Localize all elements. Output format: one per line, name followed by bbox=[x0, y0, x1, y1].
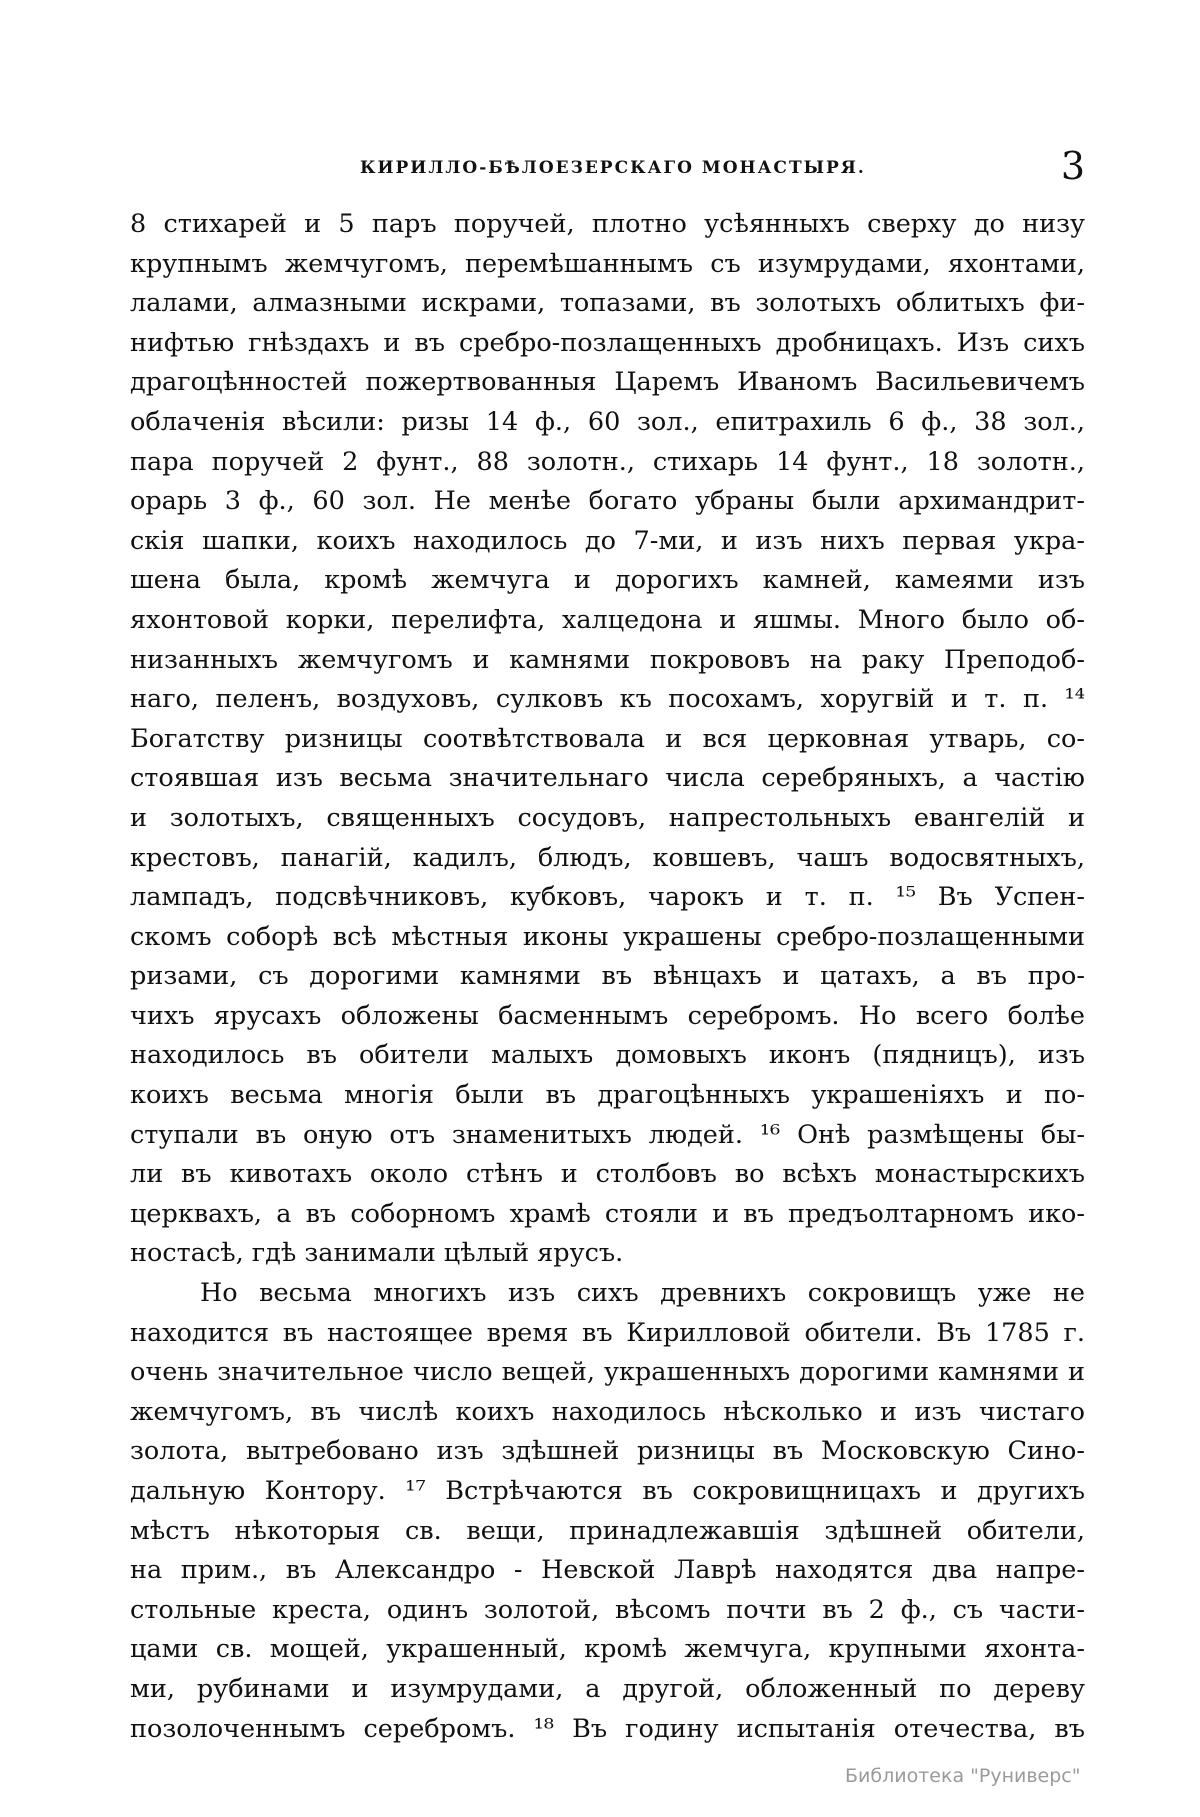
text-line: очень значительное число вещей, украшенныхъ дорогими камнями и bbox=[130, 1357, 1085, 1388]
text-line: Богатству ризницы соотвѣтствовала и вся церковная утварь, со- bbox=[130, 723, 1085, 754]
text-line: ступали въ оную отъ знаменитыхъ людей. ¹⁶ Онѣ размѣщены бы- bbox=[130, 1119, 1085, 1150]
page-number: 3 bbox=[1060, 144, 1085, 188]
text-line: и золотыхъ, священныхъ сосудовъ, напрестольныхъ евангелій и bbox=[130, 802, 1085, 833]
text-line: крупнымъ жемчугомъ, перемѣшаннымъ съ изумрудами, яхонтами, bbox=[130, 248, 1085, 279]
text-line: наго, пеленъ, воздуховъ, сулковъ къ посохамъ, хоругвій и т. п. ¹⁴ bbox=[130, 684, 1085, 715]
text-line: пара поручей 2 фунт., 88 золотн., стихарь 14 фунт., 18 золотн., bbox=[130, 446, 1085, 477]
paragraph bbox=[130, 1274, 1085, 1749]
text-line: на прим., въ Александро - Невской Лаврѣ находятся два напре- bbox=[130, 1555, 1085, 1586]
running-title: КИРИЛЛО-БѢЛОЕЗЕРСКАГО МОНАСТЫРЯ. bbox=[360, 158, 866, 178]
text-line: лалами, алмазными искрами, топазами, въ золотыхъ облитыхъ фи- bbox=[130, 288, 1085, 319]
text-line: дальную Контору. ¹⁷ Встрѣчаются въ сокровищницахъ и другихъ bbox=[130, 1476, 1085, 1506]
text-line: яхонтовой корки, перелифта, халцедона и яшмы. Много было об- bbox=[130, 604, 1085, 635]
text-line: шена была, кромѣ жемчуга и дорогихъ камней, камеями изъ bbox=[130, 565, 1085, 596]
text-line: находится въ настоящее время въ Кирилловой обители. Въ 1785 г. bbox=[130, 1317, 1085, 1348]
library-watermark: Библиотека "Руниверс" bbox=[845, 1765, 1081, 1787]
text-line: скія шапки, коихъ находилось до 7-ми, и изъ нихъ первая укра- bbox=[130, 525, 1085, 556]
text-line: низанныхъ жемчугомъ и камнями покрововъ на раку Преподоб- bbox=[130, 644, 1085, 675]
body-text bbox=[130, 205, 1085, 1749]
paragraph bbox=[130, 205, 1085, 1274]
text-line: коихъ весьма многія были въ драгоцѣнныхъ украшеніяхъ и по- bbox=[130, 1080, 1085, 1111]
text-line: орарь 3 ф., 60 зол. Не менѣе богато убраны были архимандрит- bbox=[130, 486, 1085, 517]
text-line: крестовъ, панагій, кадилъ, блюдъ, ковшевъ, чашъ водосвятныхъ, bbox=[130, 842, 1085, 873]
text-line: церквахъ, а въ соборномъ храмѣ стояли и въ предъолтарномъ ико- bbox=[130, 1198, 1085, 1229]
text-line: скомъ соборѣ всѣ мѣстныя иконы украшены сребро-позлащенными bbox=[130, 921, 1085, 952]
text-line: позолоченнымъ серебромъ. ¹⁸ Въ годину испытанія отечества, въ bbox=[130, 1713, 1085, 1744]
text-line: мѣстъ нѣкоторыя св. вещи, принадлежавшія здѣшней обители, bbox=[130, 1515, 1085, 1546]
text-line: чихъ ярусахъ обложены басменнымъ серебромъ. Но всего болѣе bbox=[130, 1000, 1085, 1031]
text-line: облаченія вѣсили: ризы 14 ф., 60 зол., епитрахиль 6 ф., 38 зол., bbox=[130, 406, 1085, 437]
text-line: жемчугомъ, въ числѣ коихъ находилось нѣсколько и изъ чистаго bbox=[130, 1396, 1085, 1427]
text-line: нифтью гнѣздахъ и въ сребро-позлащенныхъ дробницахъ. Изъ сихъ bbox=[130, 327, 1085, 358]
text-line: ли въ кивотахъ около стѣнъ и столбовъ во всѣхъ монастырскихъ bbox=[130, 1159, 1085, 1190]
text-line: стольные креста, одинъ золотой, вѣсомъ почти въ 2 ф., съ части- bbox=[130, 1594, 1085, 1625]
text-line: цами св. мощей, украшенный, кромѣ жемчуга, крупными яхонта- bbox=[130, 1634, 1085, 1665]
text-line: 8 стихарей и 5 паръ поручей, плотно усѣянныхъ сверху до низу bbox=[130, 209, 1085, 239]
text-line: драгоцѣнностей пожертвованныя Царемъ Иваномъ Васильевичемъ bbox=[130, 367, 1085, 398]
text-line: золота, вытребовано изъ здѣшней ризницы въ Московскую Сино- bbox=[130, 1436, 1085, 1467]
text-line: лампадъ, подсвѣчниковъ, кубковъ, чарокъ и т. п. ¹⁵ Въ Успен- bbox=[130, 882, 1085, 913]
text-line: ми, рубинами и изумрудами, а другой, обложенный по дереву bbox=[130, 1673, 1085, 1704]
running-head bbox=[130, 144, 1085, 190]
text-line: стоявшая изъ весьма значительнаго числа серебряныхъ, а частію bbox=[130, 763, 1085, 794]
text-line: ризами, съ дорогими камнями въ вѣнцахъ и цатахъ, а въ про- bbox=[130, 961, 1085, 992]
text-line: находилось въ обители малыхъ домовыхъ иконъ (пядницъ), изъ bbox=[130, 1040, 1085, 1071]
text-line: Но весьма многихъ изъ сихъ древнихъ сокровищъ уже не bbox=[200, 1278, 1085, 1309]
text-line: ностасѣ, гдѣ занимали цѣлый ярусъ. bbox=[130, 1238, 624, 1269]
